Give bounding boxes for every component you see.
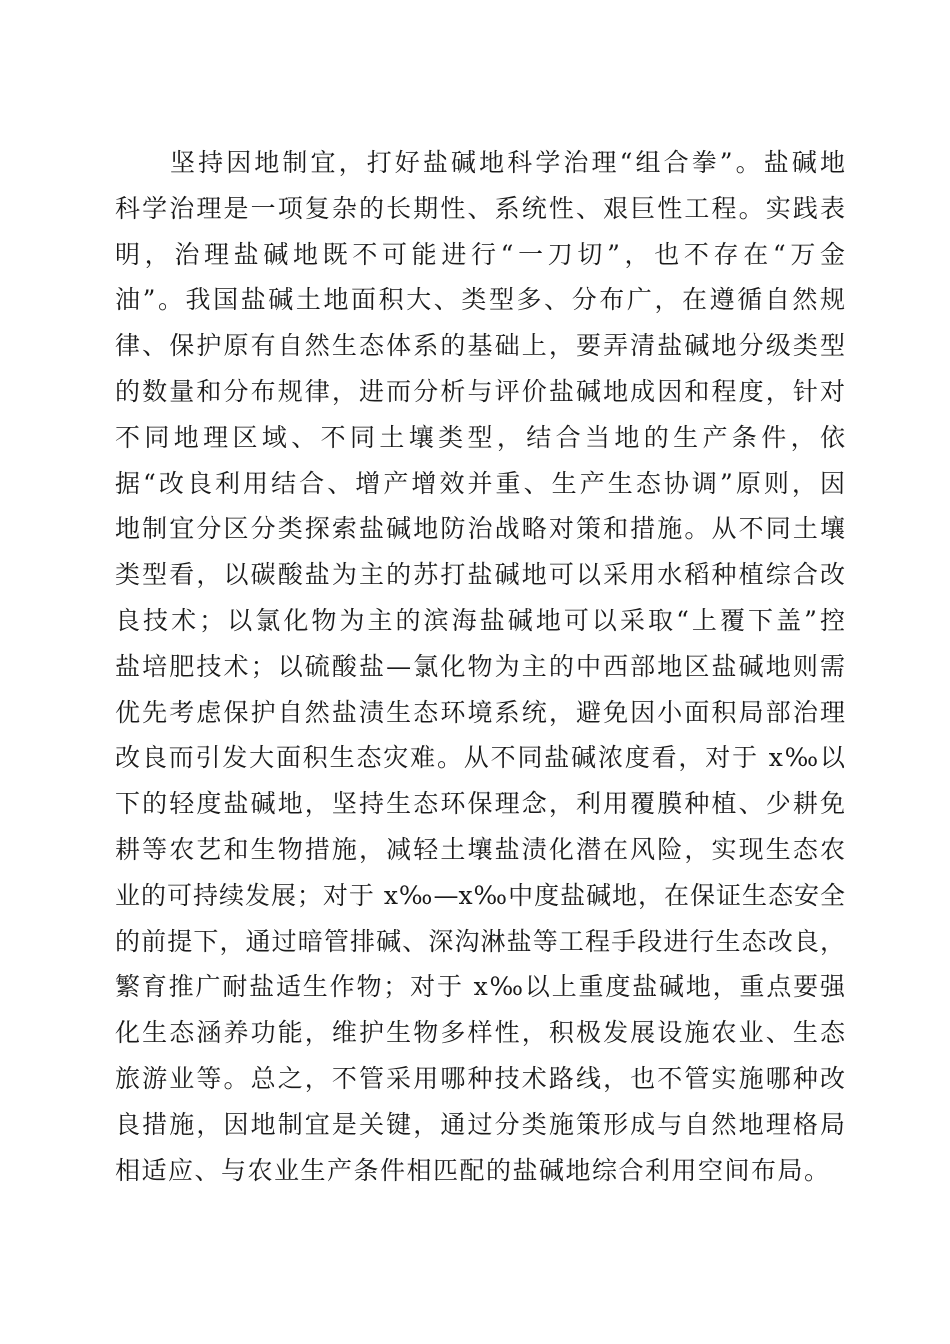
paragraph-line: 坚持因地制宜，打好盐碱地科学治理“组合拳”。盐碱地: [170, 148, 845, 177]
paragraph-line: 相适应、与农业生产条件相匹配的盐碱地综合利用空间布局。: [115, 1155, 831, 1185]
paragraph-line: 的前提下，通过暗管排碱、深沟淋盐等工程手段进行生态改良，: [115, 926, 845, 956]
paragraph-line: 改良而引发大面积生态灾难。从不同盐碱浓度看，对于 x‰以: [115, 743, 845, 773]
body-paragraph: [115, 140, 845, 1193]
paragraph-line: 下的轻度盐碱地，坚持生态环保理念，利用覆膜种植、少耕免: [115, 789, 845, 819]
paragraph-line: 旅游业等。总之，不管采用哪种技术路线，也不管实施哪种改: [115, 1063, 845, 1093]
paragraph-line: 不同地理区域、不同土壤类型，结合当地的生产条件，依: [115, 422, 845, 452]
paragraph-line: 律、保护原有自然生态体系的基础上，要弄清盐碱地分级类型: [115, 331, 845, 361]
paragraph-line: 良技术；以氯化物为主的滨海盐碱地可以采取“上覆下盖”控: [115, 605, 845, 635]
paragraph-line: 业的可持续发展；对于 x‰—x‰中度盐碱地，在保证生态安全: [115, 880, 845, 910]
paragraph-line: 明，治理盐碱地既不可能进行“一刀切”，也不存在“万金: [115, 239, 845, 269]
paragraph-line: 据“改良利用结合、增产增效并重、生产生态协调”原则，因: [115, 468, 845, 498]
paragraph-line: 类型看，以碳酸盐为主的苏打盐碱地可以采用水稻种植综合改: [115, 560, 845, 590]
paragraph-line: 良措施，因地制宜是关键，通过分类施策形成与自然地理格局: [115, 1109, 845, 1139]
paragraph-line: 油”。我国盐碱土地面积大、类型多、分布广，在遵循自然规: [115, 285, 845, 315]
paragraph-line: 化生态涵养功能，维护生物多样性，积极发展设施农业、生态: [115, 1018, 845, 1048]
paragraph-line: 地制宜分区分类探索盐碱地防治战略对策和措施。从不同土壤: [115, 514, 845, 544]
paragraph-line: 科学治理是一项复杂的长期性、系统性、艰巨性工程。实践表: [115, 193, 845, 223]
paragraph-line: 优先考虑保护自然盐渍生态环境系统，避免因小面积局部治理: [115, 697, 845, 727]
paragraph-line: 的数量和分布规律，进而分析与评价盐碱地成因和程度，针对: [115, 376, 845, 406]
paragraph-line: 盐培肥技术；以硫酸盐—氯化物为主的中西部地区盐碱地则需: [115, 651, 845, 681]
paragraph-line: 繁育推广耐盐适生作物；对于 x‰以上重度盐碱地，重点要强: [115, 972, 845, 1002]
paragraph-line: 耕等农艺和生物措施，减轻土壤盐渍化潜在风险，实现生态农: [115, 834, 845, 864]
